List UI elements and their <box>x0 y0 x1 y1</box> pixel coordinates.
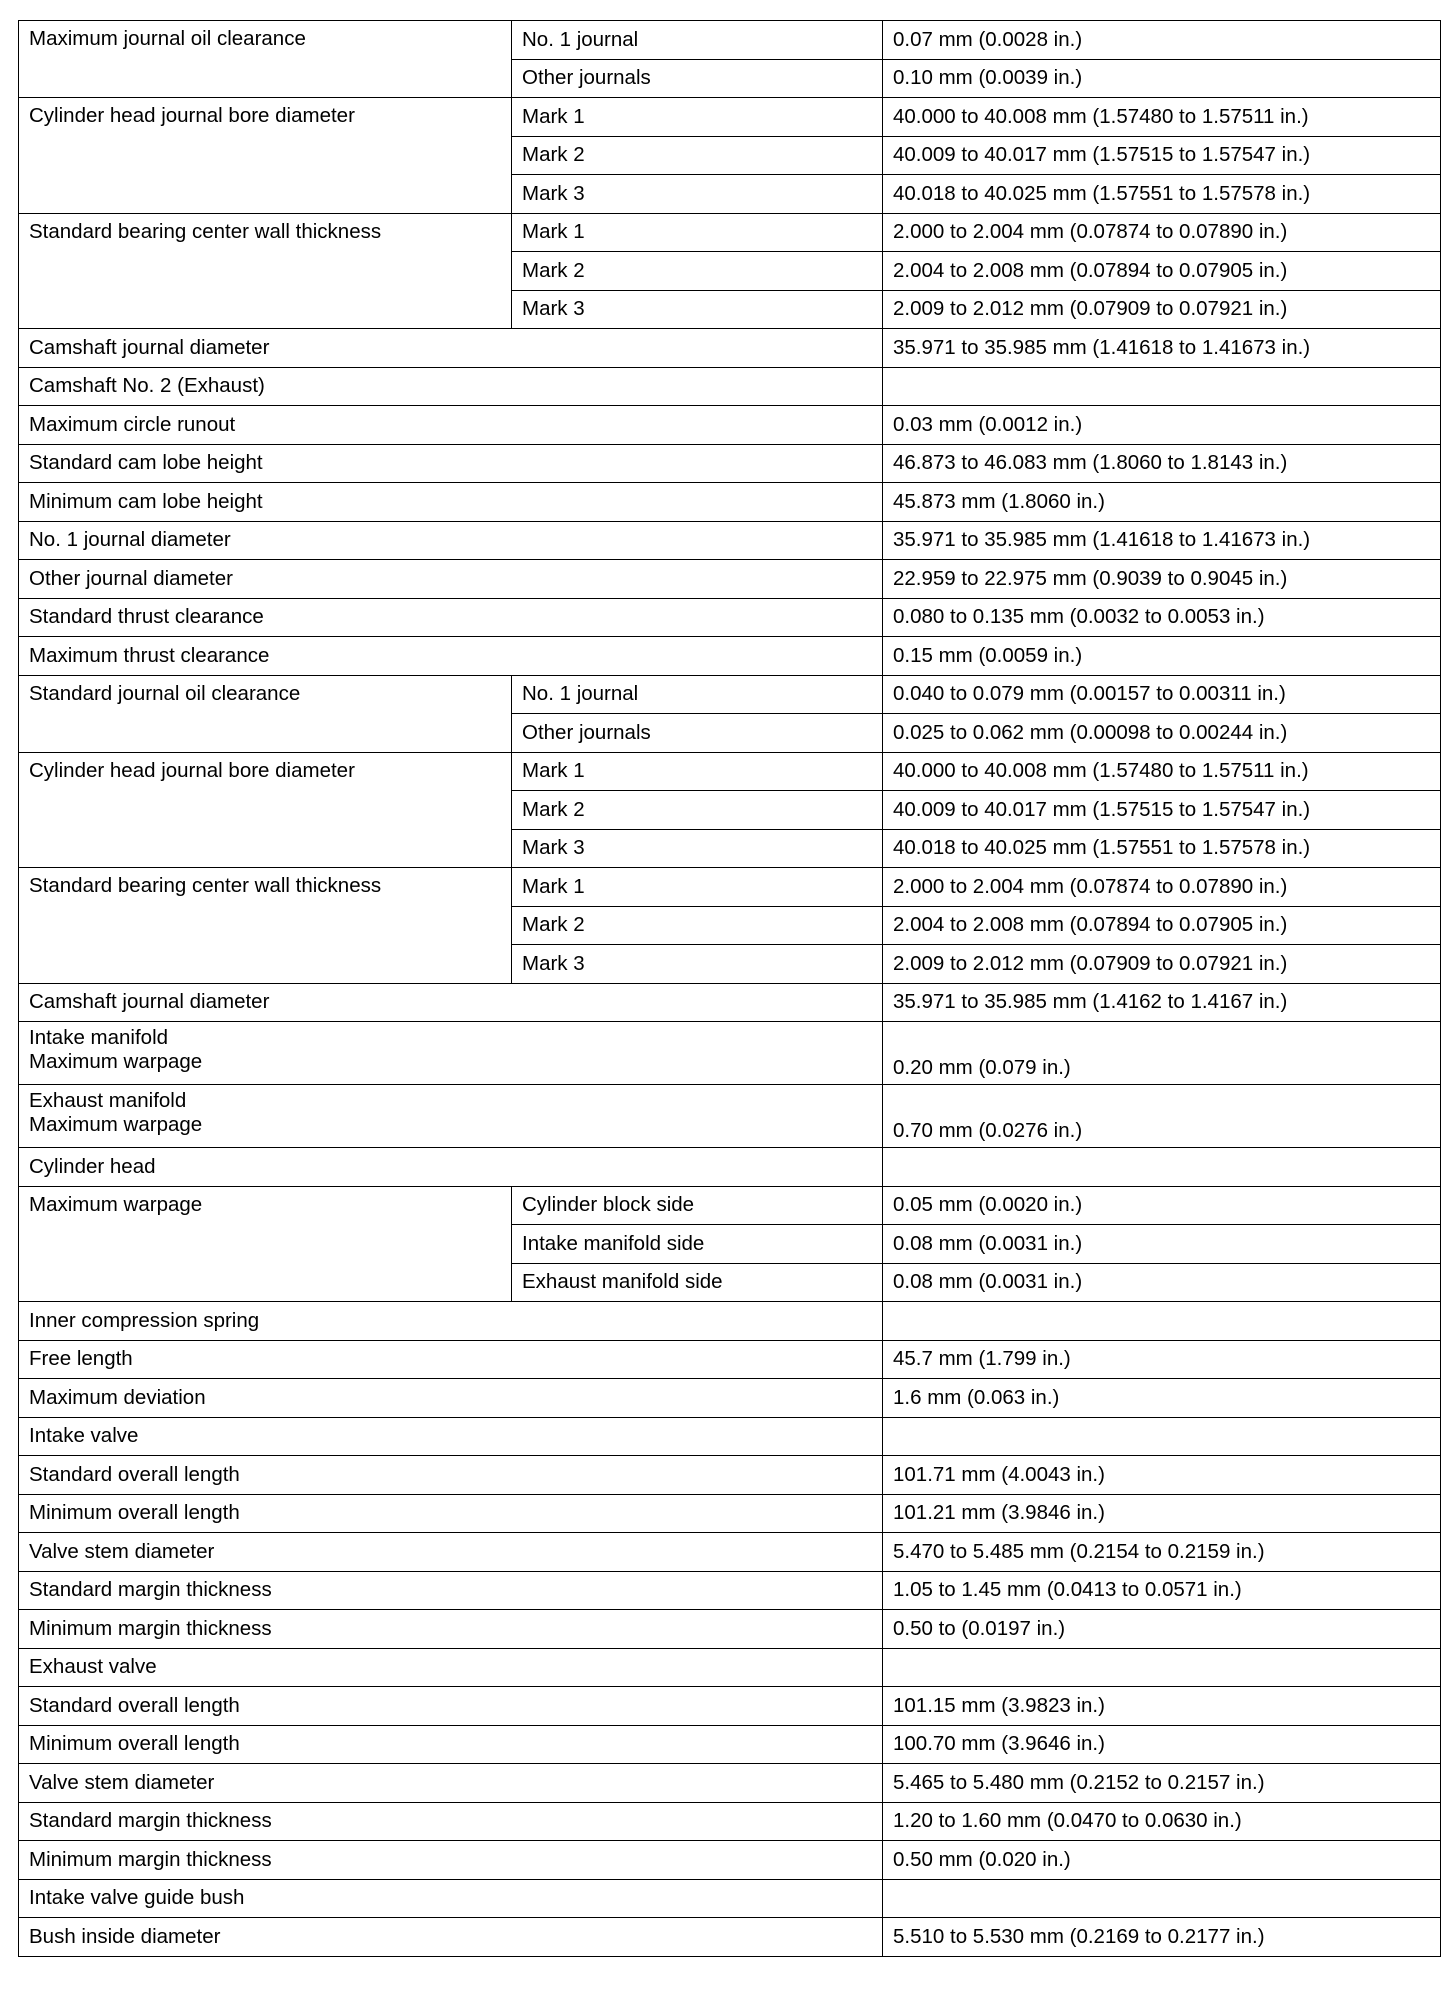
spec-sublabel: Mark 1 <box>512 98 883 137</box>
table-row <box>19 983 1441 1022</box>
spec-value: 0.20 mm (0.079 in.) <box>883 1022 1441 1085</box>
table-row <box>19 1802 1441 1841</box>
table-row <box>19 1918 1441 1957</box>
spec-label: Cylinder head journal bore diameter <box>19 752 512 868</box>
spec-label: Maximum circle runout <box>19 406 883 445</box>
spec-sublabel: Exhaust manifold side <box>512 1263 883 1302</box>
spec-label-line2: Maximum warpage <box>29 1049 203 1073</box>
spec-value: 1.20 to 1.60 mm (0.0470 to 0.0630 in.) <box>883 1802 1441 1841</box>
spec-value: 45.873 mm (1.8060 in.) <box>883 483 1441 522</box>
spec-sublabel: Mark 2 <box>512 136 883 175</box>
spec-value: 0.03 mm (0.0012 in.) <box>883 406 1441 445</box>
spec-value <box>883 1148 1441 1187</box>
spec-value: 1.05 to 1.45 mm (0.0413 to 0.0571 in.) <box>883 1571 1441 1610</box>
spec-value: 0.15 mm (0.0059 in.) <box>883 637 1441 676</box>
table-row <box>19 21 1441 60</box>
spec-sublabel: No. 1 journal <box>512 21 883 60</box>
table-row <box>19 1456 1441 1495</box>
section-heading: Inner compression spring <box>19 1302 883 1341</box>
spec-sublabel: Mark 2 <box>512 791 883 830</box>
spec-value: 0.10 mm (0.0039 in.) <box>883 59 1441 98</box>
table-row <box>19 1571 1441 1610</box>
spec-value <box>883 1648 1441 1687</box>
table-row <box>19 1764 1441 1803</box>
spec-label: Other journal diameter <box>19 560 883 599</box>
spec-value: 46.873 to 46.083 mm (1.8060 to 1.8143 in.) <box>883 444 1441 483</box>
spec-value: 0.08 mm (0.0031 in.) <box>883 1263 1441 1302</box>
spec-label-line2: Maximum warpage <box>29 1112 203 1136</box>
table-row <box>19 1379 1441 1418</box>
spec-sublabel: Mark 1 <box>512 213 883 252</box>
table-row <box>19 1533 1441 1572</box>
spec-value: 2.004 to 2.008 mm (0.07894 to 0.07905 in.) <box>883 252 1441 291</box>
table-row <box>19 521 1441 560</box>
spec-value: 101.15 mm (3.9823 in.) <box>883 1687 1441 1726</box>
spec-sublabel: No. 1 journal <box>512 675 883 714</box>
spec-label: Valve stem diameter <box>19 1533 883 1572</box>
spec-value: 45.7 mm (1.799 in.) <box>883 1340 1441 1379</box>
spec-value: 0.50 mm (0.020 in.) <box>883 1841 1441 1880</box>
spec-label: Bush inside diameter <box>19 1918 883 1957</box>
spec-value: 35.971 to 35.985 mm (1.41618 to 1.41673 in.) <box>883 329 1441 368</box>
table-row <box>19 1841 1441 1880</box>
spec-label: Maximum warpage <box>19 1186 512 1302</box>
spec-label: Minimum overall length <box>19 1725 883 1764</box>
spec-page <box>18 20 1440 1957</box>
spec-label: Standard bearing center wall thickness <box>19 868 512 984</box>
spec-value: 100.70 mm (3.9646 in.) <box>883 1725 1441 1764</box>
spec-value: 0.05 mm (0.0020 in.) <box>883 1186 1441 1225</box>
table-row <box>19 560 1441 599</box>
table-row <box>19 1186 1441 1225</box>
spec-sublabel: Mark 2 <box>512 906 883 945</box>
table-row <box>19 752 1441 791</box>
specification-table <box>18 20 1441 1957</box>
spec-label: Standard margin thickness <box>19 1802 883 1841</box>
spec-value: 0.08 mm (0.0031 in.) <box>883 1225 1441 1264</box>
spec-sublabel: Other journals <box>512 714 883 753</box>
spec-value <box>883 1417 1441 1456</box>
section-row <box>19 1302 1441 1341</box>
spec-label: Cylinder head journal bore diameter <box>19 98 512 214</box>
spec-label: Standard cam lobe height <box>19 444 883 483</box>
spec-value: 0.025 to 0.062 mm (0.00098 to 0.00244 in.) <box>883 714 1441 753</box>
spec-value: 35.971 to 35.985 mm (1.41618 to 1.41673 in.) <box>883 521 1441 560</box>
spec-value: 101.21 mm (3.9846 in.) <box>883 1494 1441 1533</box>
spec-value: 40.009 to 40.017 mm (1.57515 to 1.57547 in.) <box>883 791 1441 830</box>
spec-label <box>19 1085 883 1148</box>
section-heading: Intake valve <box>19 1417 883 1456</box>
spec-value: 2.000 to 2.004 mm (0.07874 to 0.07890 in.) <box>883 868 1441 907</box>
spec-value <box>883 367 1441 406</box>
spec-label-line1: Intake manifold <box>29 1026 169 1049</box>
spec-label: Minimum cam lobe height <box>19 483 883 522</box>
table-row <box>19 406 1441 445</box>
spec-label-line1: Exhaust manifold <box>29 1089 187 1112</box>
section-row <box>19 367 1441 406</box>
spec-value: 2.009 to 2.012 mm (0.07909 to 0.07921 in.) <box>883 290 1441 329</box>
section-row <box>19 1879 1441 1918</box>
spec-value: 5.510 to 5.530 mm (0.2169 to 0.2177 in.) <box>883 1918 1441 1957</box>
spec-value: 0.080 to 0.135 mm (0.0032 to 0.0053 in.) <box>883 598 1441 637</box>
spec-value: 101.71 mm (4.0043 in.) <box>883 1456 1441 1495</box>
spec-label: Standard journal oil clearance <box>19 675 512 752</box>
table-row <box>19 1725 1441 1764</box>
spec-value: 35.971 to 35.985 mm (1.4162 to 1.4167 in.) <box>883 983 1441 1022</box>
spec-label: Maximum thrust clearance <box>19 637 883 676</box>
spec-value: 40.018 to 40.025 mm (1.57551 to 1.57578 in.) <box>883 829 1441 868</box>
spec-sublabel: Mark 3 <box>512 945 883 984</box>
spec-label: Maximum deviation <box>19 1379 883 1418</box>
spec-label: Standard thrust clearance <box>19 598 883 637</box>
spec-sublabel: Mark 3 <box>512 290 883 329</box>
spec-label: Minimum margin thickness <box>19 1841 883 1880</box>
table-row <box>19 1022 1441 1085</box>
spec-label: Maximum journal oil clearance <box>19 21 512 98</box>
table-row <box>19 444 1441 483</box>
spec-sublabel: Other journals <box>512 59 883 98</box>
spec-value: 5.465 to 5.480 mm (0.2152 to 0.2157 in.) <box>883 1764 1441 1803</box>
table-row <box>19 483 1441 522</box>
spec-label: No. 1 journal diameter <box>19 521 883 560</box>
table-row <box>19 1085 1441 1148</box>
table-row <box>19 637 1441 676</box>
spec-value: 0.040 to 0.079 mm (0.00157 to 0.00311 in.) <box>883 675 1441 714</box>
table-row <box>19 868 1441 907</box>
spec-value: 0.70 mm (0.0276 in.) <box>883 1085 1441 1148</box>
spec-value: 1.6 mm (0.063 in.) <box>883 1379 1441 1418</box>
spec-label: Camshaft journal diameter <box>19 983 883 1022</box>
table-row <box>19 329 1441 368</box>
spec-value <box>883 1302 1441 1341</box>
table-row <box>19 598 1441 637</box>
spec-label: Minimum margin thickness <box>19 1610 883 1649</box>
spec-value: 5.470 to 5.485 mm (0.2154 to 0.2159 in.) <box>883 1533 1441 1572</box>
spec-label: Standard overall length <box>19 1687 883 1726</box>
spec-value: 40.009 to 40.017 mm (1.57515 to 1.57547 in.) <box>883 136 1441 175</box>
section-row <box>19 1148 1441 1187</box>
table-row <box>19 213 1441 252</box>
spec-label: Standard margin thickness <box>19 1571 883 1610</box>
spec-value: 2.004 to 2.008 mm (0.07894 to 0.07905 in.) <box>883 906 1441 945</box>
spec-label: Minimum overall length <box>19 1494 883 1533</box>
spec-value: 2.000 to 2.004 mm (0.07874 to 0.07890 in.) <box>883 213 1441 252</box>
spec-value: 40.018 to 40.025 mm (1.57551 to 1.57578 in.) <box>883 175 1441 214</box>
spec-label: Valve stem diameter <box>19 1764 883 1803</box>
table-row <box>19 675 1441 714</box>
spec-value: 0.50 to (0.0197 in.) <box>883 1610 1441 1649</box>
spec-label: Standard overall length <box>19 1456 883 1495</box>
spec-sublabel: Mark 3 <box>512 829 883 868</box>
table-row <box>19 1610 1441 1649</box>
spec-sublabel: Cylinder block side <box>512 1186 883 1225</box>
spec-label: Camshaft journal diameter <box>19 329 883 368</box>
spec-value <box>883 1879 1441 1918</box>
spec-label: Standard bearing center wall thickness <box>19 213 512 329</box>
spec-sublabel: Mark 1 <box>512 752 883 791</box>
table-row <box>19 1340 1441 1379</box>
spec-value: 40.000 to 40.008 mm (1.57480 to 1.57511 in.) <box>883 752 1441 791</box>
table-row <box>19 98 1441 137</box>
section-heading: Intake valve guide bush <box>19 1879 883 1918</box>
table-row <box>19 1687 1441 1726</box>
section-row <box>19 1417 1441 1456</box>
spec-sublabel: Mark 1 <box>512 868 883 907</box>
spec-label <box>19 1022 883 1085</box>
spec-value: 2.009 to 2.012 mm (0.07909 to 0.07921 in.) <box>883 945 1441 984</box>
spec-value: 22.959 to 22.975 mm (0.9039 to 0.9045 in.) <box>883 560 1441 599</box>
spec-sublabel: Intake manifold side <box>512 1225 883 1264</box>
spec-label: Free length <box>19 1340 883 1379</box>
section-heading: Camshaft No. 2 (Exhaust) <box>19 367 883 406</box>
spec-value: 0.07 mm (0.0028 in.) <box>883 21 1441 60</box>
spec-value: 40.000 to 40.008 mm (1.57480 to 1.57511 in.) <box>883 98 1441 137</box>
section-heading: Cylinder head <box>19 1148 883 1187</box>
spec-sublabel: Mark 2 <box>512 252 883 291</box>
table-row <box>19 1494 1441 1533</box>
section-row <box>19 1648 1441 1687</box>
section-heading: Exhaust valve <box>19 1648 883 1687</box>
spec-sublabel: Mark 3 <box>512 175 883 214</box>
